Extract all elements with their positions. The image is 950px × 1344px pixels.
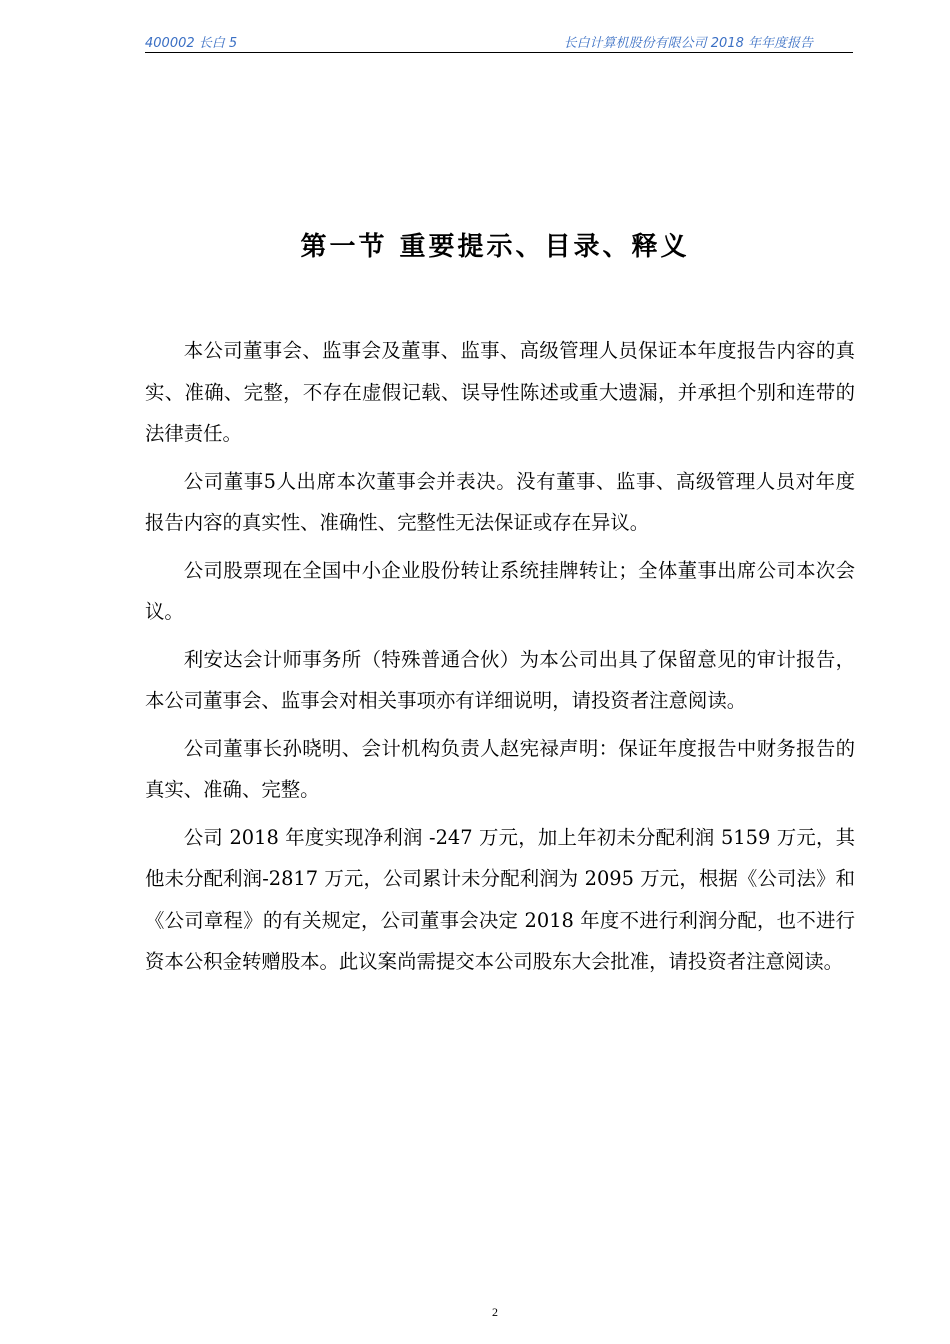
header-report-title: 长白计算机股份有限公司 2018 年年度报告 bbox=[563, 36, 813, 51]
paragraph-stock-listing: 公司股票现在全国中小企业股份转让系统挂牌转让；全体董事出席公司本次会议。 bbox=[145, 558, 855, 623]
paragraph-audit-opinion: 利安达会计师事务所（特殊普通合伙）为本公司出具了保留意见的审计报告，本公司董事会、监事会对相关事项亦有详细说明，请投资者注意阅读。 bbox=[145, 647, 855, 712]
paragraph-profit-distribution: 公司 2018 年度实现净利润 -247 万元，加上年初未分配利润 5159 万元，其他未分配利润-2817 万元，公司累计未分配利润为 2095 万元，根据《公司法》和《公司章程》的有关规定，公司董事会决定 2018 年度不进行利润分配，也不进行资本公积金转赠股本。此议案尚需提交本公司股东大会批准，请投资者注意阅读。 bbox=[145, 825, 855, 973]
header-stock-code: 400002 长白 5 bbox=[145, 36, 238, 51]
page-header bbox=[145, 32, 853, 53]
important-notice-body bbox=[145, 330, 855, 989]
paragraph-board-attendance: 公司董事5人出席本次董事会并表决。没有董事、监事、高级管理人员对年度报告内容的真实性、准确性、完整性无法保证或存在异议。 bbox=[145, 469, 855, 534]
section-title: 第一节 重要提示、目录、释义 bbox=[300, 232, 690, 262]
page-number: 2 bbox=[492, 1305, 498, 1319]
paragraph-financial-statement-declaration: 公司董事长孙晓明、会计机构负责人赵宪禄声明：保证年度报告中财务报告的真实、准确、完整。 bbox=[145, 736, 855, 801]
paragraph-responsibility-statement: 本公司董事会、监事会及董事、监事、高级管理人员保证本年度报告内容的真实、准确、完整，不存在虚假记载、误导性陈述或重大遗漏，并承担个别和连带的法律责任。 bbox=[145, 339, 855, 445]
